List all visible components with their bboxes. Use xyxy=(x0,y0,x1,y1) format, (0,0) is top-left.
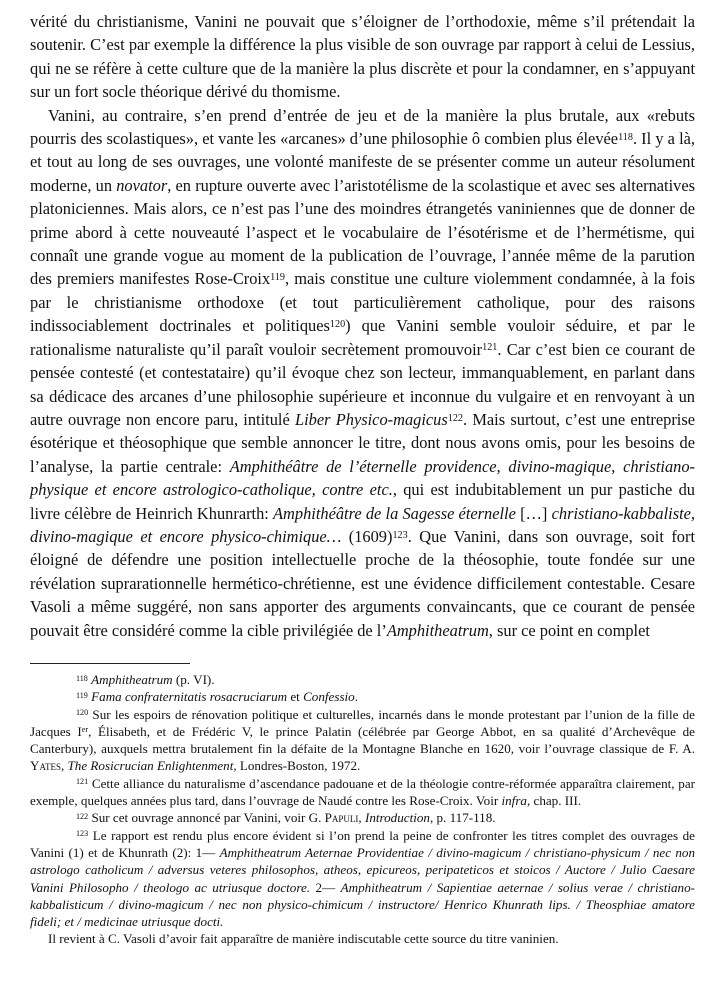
footnote-text: Sur cet ouvrage annoncé par Vanini, voir G. xyxy=(88,810,325,826)
footnote-ref-122[interactable]: 122 xyxy=(447,412,463,424)
text-run: , qui est indubitablement un pur pastiche du livre célèbre de Heinrich Khunrarth: xyxy=(30,480,695,523)
main-text xyxy=(30,10,695,642)
footnote-ref-118[interactable]: 118 xyxy=(618,131,633,143)
footnote-italic: Confessio xyxy=(303,689,355,705)
footnote-118 xyxy=(30,671,695,688)
text-run: . Il y a là, et tout au long de ses ouvrages, une volonté manifeste de se présenter comme un auteur résolument moderne, un xyxy=(30,129,696,195)
footnote-italic: Amphitheatrum / Sapientiae aeternae / solius verae / christiano-kabbalisticum / divino-magicum / nec non physico-chimicum / instructore/ Henrico Khunrath lips. / Theosphiae amatore fideli; et / medicinae utriusque docti. xyxy=(30,879,696,930)
footnote-italic: infra xyxy=(501,793,527,809)
paragraph-1 xyxy=(30,10,695,104)
ordinal-superscript: er xyxy=(81,725,89,735)
italic-title: Amphitheatrum xyxy=(386,620,489,640)
text-run: , en rupture ouverte avec l’aristotélisme de la scolastique et avec ses alternatives platoniciennes. Mais alors, ce n’est pas l’une des moindres étrangetés vaniniennes que de donner de prime abord à cette nouveauté l’aspect et le vocabulaire de l’ésotérisme et de l’hermétisme, qui connaît une grande vogue au moment de la publication de l’ouvrage, l’année même de la parution des premiers manifestes Rose-Croix xyxy=(30,175,695,289)
footnote-text: et xyxy=(287,689,304,705)
footnote-ref-119[interactable]: 119 xyxy=(270,272,286,284)
footnote-ref-123[interactable]: 123 xyxy=(392,529,408,541)
page xyxy=(30,10,695,948)
text-run: , mais constitue une culture violemment condamnée, à la fois par le christianisme orthodoxe (et tout particulièrement catholique, pour des raisons indissociablement doctrinales et politiques xyxy=(30,269,695,336)
author-name: Yates xyxy=(30,758,61,774)
footnote-119 xyxy=(30,688,695,705)
italic-title: christiano-kabbaliste, divino-magique et encore physico-chimique… xyxy=(30,503,695,546)
footnotes xyxy=(30,671,695,948)
footnote-continuation: Il revient à C. Vasoli d’avoir fait apparaître de manière indiscutable cette source du titre vaninien. xyxy=(48,931,559,947)
text-run: ) que Vanini semble vouloir séduire, et par le rationalisme naturaliste qu’il paraît vouloir secrètement promouvoir xyxy=(30,316,695,359)
text-run: […] xyxy=(515,503,552,523)
footnote-ref-121[interactable]: 121 xyxy=(482,342,498,354)
footnote-number: 121 xyxy=(76,777,89,787)
paragraph-1-text: vérité du christianisme, Vanini ne pouvait que s’éloigner de l’orthodoxie, même s’il prétendait la soutenir. C’est par exemple la différence la plus visible de son ouvrage par rapport à celui de Lessius, qui ne se réfère à cette culture que de la manière la plus discrète et pour la condamner, en s’appuyant sur un fort socle théorique dérivé du thomisme. xyxy=(30,12,695,102)
footnote-italic: Amphitheatrum Aeternae Providentiae / divino-magicum / christiano-physicum / nec non astrologo catholicum / adversus veteres philosophos, atheos, epicureos, peripateticos et stoicos / Auctore / Julio Caesare Vanini Philosopho / theologo ac utriusque doctore. xyxy=(30,844,695,895)
footnote-text: Sur les espoirs de rénovation politique et culturelles, incarnés dans le monde protestant par l’union de la fille de Jacques I xyxy=(30,706,695,739)
text-run: (1609) xyxy=(341,526,393,546)
footnote-text: , p. 117-118. xyxy=(429,810,496,826)
italic-term: novator xyxy=(116,175,168,195)
footnote-text: Cette alliance du naturalisme d’ascendance padouane et de la théologie contre-réformée apparaîtra clairement, par exemple, quelques années plus tard, dans l’ouvrage de Naudé contre les Rose-Croix. Voir xyxy=(30,775,695,809)
footnote-text: Le rapport est rendu plus encore évident si l’on prend la peine de confronter les titres complet des ouvrages de Vanini (1) et de Khunrath (2): 1— xyxy=(30,827,695,860)
footnote-italic: Fama confraternitatis rosacruciarum xyxy=(91,689,288,705)
footnote-122 xyxy=(30,809,695,826)
footnote-separator xyxy=(30,663,190,664)
footnote-italic: Introduction xyxy=(364,810,430,826)
text-run: . Mais surtout, c’est une entreprise ésotérique et théosophique que semble annoncer le titre, dont nous avons omis, pour les besoins de l’analyse, la partie centrale: xyxy=(30,409,695,476)
footnote-text: , xyxy=(60,758,68,774)
footnote-ref-120[interactable]: 120 xyxy=(329,319,346,331)
text-run: . Car c’est bien ce courant de pensée contesté (et contestataire) qu’il évoque chez son lecteur, immanquablement, en parlant dans sa dédicace des arcanes d’une philosophie supérieure et inconnue du vulgaire et en renvoyant à un autre ouvrage non encore paru, intitulé xyxy=(30,339,695,429)
footnote-number: 122 xyxy=(76,811,89,821)
footnote-123 xyxy=(30,827,695,931)
text-run: . Que Vanini, dans son ouvrage, soit fort éloigné de défendre une position intellectuelle proche de la théosophie, toute fondée sur une révélation suprarationnelle hermético-chrétienne, est une évidence difficilement contestable. Cesare Vasoli a même suggéré, non sans apporter des arguments convaincants, que ce courant de pensée pouvait être considéré comme la cible privilégiée de l’ xyxy=(30,526,696,640)
footnote-text: , xyxy=(358,810,365,826)
author-name: Papuli xyxy=(324,810,359,826)
footnote-120 xyxy=(30,706,695,775)
footnote-text: , chap. III. xyxy=(526,793,582,809)
footnote-121 xyxy=(30,775,695,810)
footnote-number: 120 xyxy=(76,708,89,718)
footnote-number: 123 xyxy=(76,829,89,839)
footnote-italic: The Rosicrucian Enlightenment xyxy=(67,758,234,774)
footnote-text: , Élisabeth, et de Frédéric V, le prince Palatin (célébrée par George Abbot, en sa qualité d’Archevêque de Canterbury), auxquels mettra brutalement fin la défaite de la Montagne Blanche en 1620, voir l’ouvrage classique de F. A. xyxy=(30,723,695,757)
text-run: Vanini, au contraire, s’en prend d’entrée de jeu et de la manière la plus brutale, aux «rebuts pourris des scolastiques», et vante les «arcanes» d’une philosophie ô combien plus élevée xyxy=(30,105,695,149)
paragraph-2 xyxy=(30,104,695,642)
footnote-number: 119 xyxy=(76,690,88,700)
footnote-text: . xyxy=(354,689,359,705)
italic-title: Liber Physico-magicus xyxy=(295,409,448,429)
footnote-number: 118 xyxy=(76,673,88,683)
footnote-text: 2— xyxy=(310,879,341,895)
footnote-text: , Londres-Boston, 1972. xyxy=(233,758,361,774)
text-run: , sur ce point en complet xyxy=(488,620,650,640)
footnote-text: (p. VI). xyxy=(172,671,215,687)
italic-title: Amphithéâtre de la Sagesse éternelle xyxy=(273,503,516,523)
footnote-italic: Amphitheatrum xyxy=(91,671,173,687)
italic-title: Amphithéâtre de l’éternelle providence, divino-magique, christiano-physique et encore astrologico-catholique, contre etc. xyxy=(30,456,696,500)
